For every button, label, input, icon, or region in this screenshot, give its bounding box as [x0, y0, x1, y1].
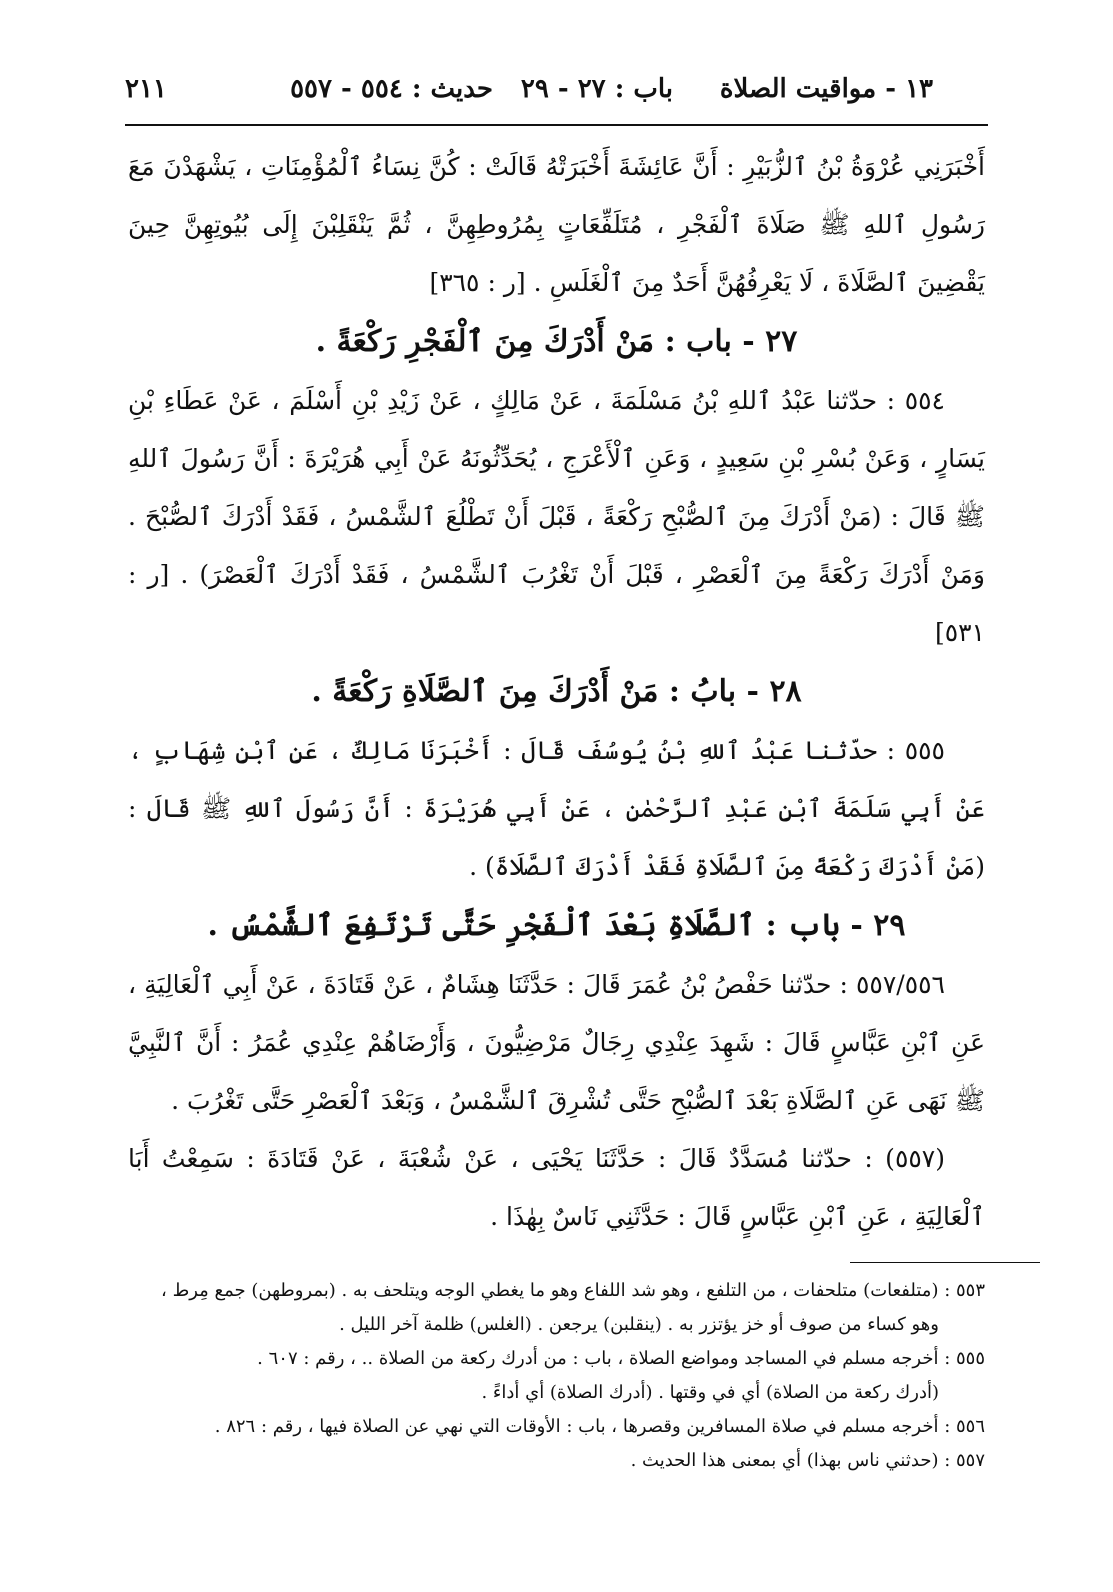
- chapter-heading-27: ٢٧ - باب : مَنْ أَدْرَكَ مِنَ ٱلْفَجْرِ رَكْعَةً .: [315, 324, 798, 359]
- footnote-555: ٥٥٥ : أخرجه مسلم في المساجد ومواضع الصلاة ، باب : من أدرك ركعة من الصلاة .. ، رقم : ٦٠٧ .: [257, 1348, 985, 1369]
- bab-range: باب : ٢٧ - ٢٩: [520, 74, 673, 104]
- footnote-556: ٥٥٦ : أخرجه مسلم في صلاة المسافرين وقصرها ، باب : الأوقات التي نهي عن الصلاة فيها ، رقم : ٨٢٦ .: [214, 1416, 985, 1437]
- footnote-557: ٥٥٧ : (حدثني ناس بهذا) أي بمعنى هذا الحديث .: [630, 1450, 985, 1471]
- footnote-553-continuation: وهو كساء من صوف أو خز يؤتزر به . (ينقلبن) يرجعن . (الغلس) ظلمة آخر الليل .: [339, 1314, 939, 1335]
- running-header: [125, 70, 933, 118]
- footnote-divider: [850, 1262, 1040, 1263]
- hadith-557: (٥٥٧) : حدّثنا مُسَدَّدٌ قَالَ : حَدَّثَنَا يَحْيَى ، عَنْ شُعْبَةَ ، عَنْ قَتَادَةَ : سَمِعْتُ أَبَا ٱلْعَالِيَةِ ، عَنِ ٱبْنِ عَبَّاسٍ قَالَ : حَدَّثَنِي نَاسٌ بِهٰذَا .: [128, 1144, 985, 1231]
- chapter-heading-29: ٢٩ - باب : ٱلصَّلَاةِ بَعْدَ ٱلْفَجْرِ حَتَّى تَرْتَفِعَ ٱلشَّمْسُ .: [207, 908, 906, 943]
- chapter-title: ١٣ - مواقيت الصلاة: [719, 74, 933, 104]
- hadith-555: ٥٥٥ : حدّثنا عَبْدُ ٱللهِ بْنُ يُوسُفَ قَالَ : أَخْبَرَنَا مَالِكٌ ، عَنِ ٱبْنِ شِهَابٍ ، عَنْ أَبِي سَلَمَةَ ٱبْنِ عَبْدِ ٱلرَّحْمٰنِ ، عَنْ أَبِي هُرَيْرَةَ : أَنَّ رَسُولَ ٱللهِ ﷺ قَالَ : (مَنْ أَدْرَكَ رَكْعَةً مِنَ ٱلصَّلَاةِ فَقَدْ أَدْرَكَ ٱلصَّلَاةَ) .: [128, 736, 985, 881]
- hadith-556: ٥٥٧/٥٥٦ : حدّثنا حَفْصُ بْنُ عُمَرَ قَالَ : حَدَّثَنَا هِشَامٌ ، عَنْ قَتَادَةَ ، عَنْ أَبِي ٱلْعَالِيَةِ ، عَنِ ٱبْنِ عَبَّاسٍ قَالَ : شَهِدَ عِنْدِي رِجَالٌ مَرْضِيُّونَ ، وَأَرْضَاهُمْ عِنْدِي عُمَرُ : أَنَّ ٱلنَّبِيَّ ﷺ نَهَى عَنِ ٱلصَّلَاةِ بَعْدَ ٱلصُّبْحِ حَتَّى تُشْرِقَ ٱلشَّمْسُ ، وَبَعْدَ ٱلْعَصْرِ حَتَّى تَغْرُبَ .: [128, 970, 985, 1115]
- header-divider: [125, 124, 988, 126]
- main-text: [128, 138, 985, 1246]
- footnotes: [128, 1274, 985, 1478]
- hadith-553-continuation: أَخْبَرَنِي عُرْوَةُ بْنُ ٱلزُّبَيْرِ : أَنَّ عَائِشَةَ أَخْبَرَتْهُ قَالَتْ : كُنَّ نِسَاءُ ٱلْمُؤْمِنَاتِ ، يَشْهَدْنَ مَعَ رَسُولِ ٱللهِ ﷺ صَلَاةَ ٱلْفَجْرِ ، مُتَلَفِّعَاتٍ بِمُرُوطِهِنَّ ، ثُمَّ يَنْقَلِبْنَ إِلَى بُيُوتِهِنَّ حِينَ يَقْضِينَ ٱلصَّلَاةَ ، لَا يَعْرِفُهُنَّ أَحَدٌ مِنَ ٱلْغَلَسِ . [ر : ٣٦٥]: [128, 152, 985, 297]
- chapter-heading-28: ٢٨ - بابُ : مَنْ أَدْرَكَ مِنَ ٱلصَّلَاةِ رَكْعَةً .: [311, 674, 802, 709]
- footnote-555-continuation: (أدرك ركعة من الصلاة) أي في وقتها . (أدرك الصلاة) أي أداءً .: [481, 1382, 939, 1403]
- page-number: ٢١١: [125, 74, 167, 104]
- hadith-554: ٥٥٤ : حدّثنا عَبْدُ ٱللهِ بْنُ مَسْلَمَةَ ، عَنْ مَالِكٍ ، عَنْ زَيْدِ بْنِ أَسْلَمَ ، عَنْ عَطَاءِ بْنِ يَسَارٍ ، وَعَنْ بُسْرِ بْنِ سَعِيدٍ ، وَعَنِ ٱلْأَعْرَجِ ، يُحَدِّثُونَهُ عَنْ أَبِي هُرَيْرَةَ : أَنَّ رَسُولَ ٱللهِ ﷺ قَالَ : (مَنْ أَدْرَكَ مِنَ ٱلصُّبْحِ رَكْعَةً ، قَبْلَ أَنْ تَطْلُعَ ٱلشَّمْسُ ، فَقَدْ أَدْرَكَ ٱلصُّبْحَ . وَمَنْ أَدْرَكَ رَكْعَةً مِنَ ٱلْعَصْرِ ، قَبْلَ أَنْ تَغْرُبَ ٱلشَّمْسُ ، فَقَدْ أَدْرَكَ ٱلْعَصْرَ) . [ر : ٥٣١]: [128, 386, 985, 647]
- footnote-553: ٥٥٣ : (متلفعات) متلحفات ، من التلفع ، وهو شد اللفاع وهو ما يغطي الوجه ويتلحف به . (بمروطهن) جمع مِرط ،: [161, 1280, 985, 1301]
- hadith-range: حديث : ٥٥٤ - ٥٥٧: [290, 74, 493, 104]
